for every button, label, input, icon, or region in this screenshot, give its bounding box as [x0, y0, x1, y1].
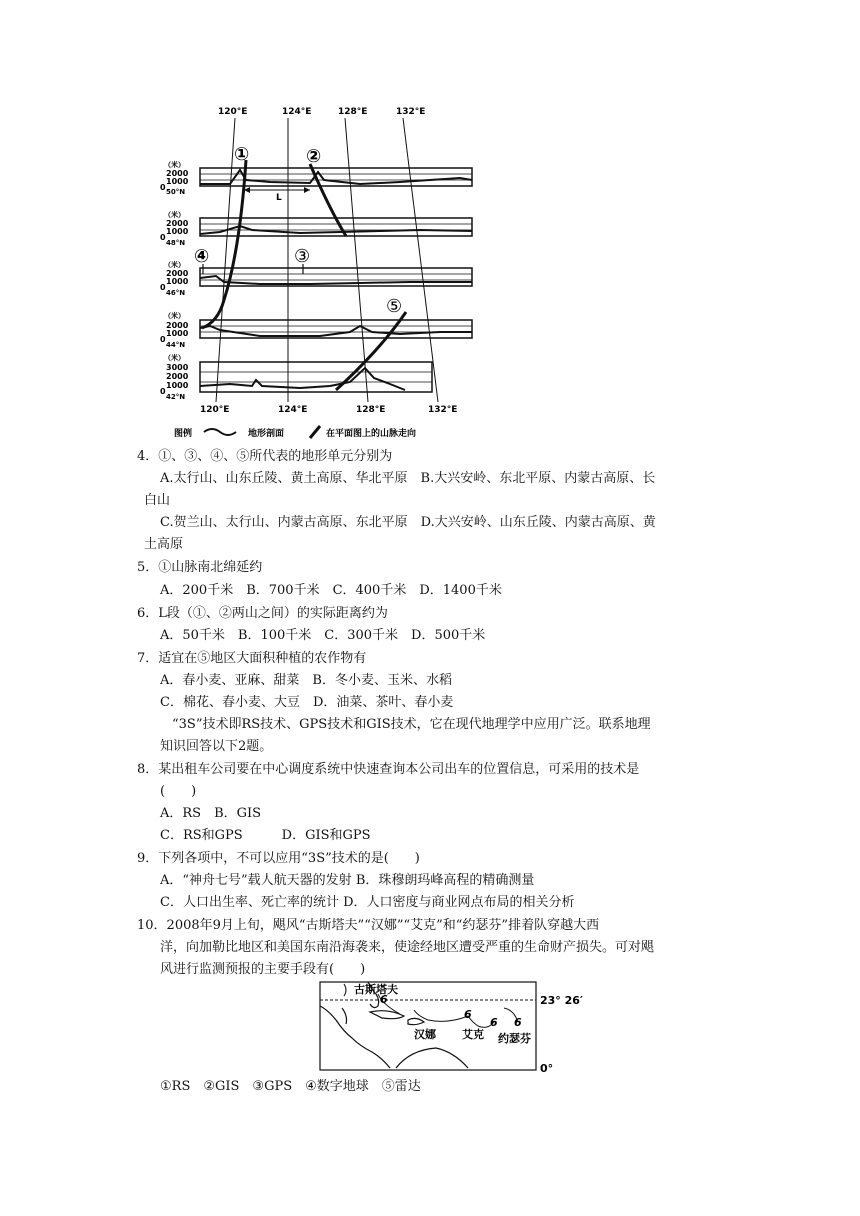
profile-tick: 0 [160, 283, 166, 292]
profile-unit: （米） [164, 312, 185, 320]
hurricane-map [318, 980, 583, 1075]
lon-label-bottom-128: 128°E [356, 405, 386, 415]
ridge-5 [336, 312, 406, 390]
label-hanna: 汉娜 [414, 1028, 436, 1041]
q8-stem: ( ) [160, 784, 197, 799]
legend-ridge-symbol [310, 426, 320, 438]
legend-profile-label: 地形剖面 [248, 429, 285, 439]
q8-stem: 8．某出租车公司要在中心调度系统中快速查询本公司出车的位置信息，可采用的技术是 [137, 762, 640, 777]
q4-option-line: 白山 [144, 493, 171, 508]
q9-options: A．“神舟七号”载人航天器的发射 B．珠穆朗玛峰高程的精确测量 [160, 873, 535, 888]
profile-tick: 2000 [166, 219, 189, 228]
profile-tick: 1000 [166, 177, 189, 186]
lon-label-bottom-120: 120°E [200, 405, 230, 415]
profile-lat: 42°N [166, 393, 186, 401]
q8-options: A．RS B．GIS [160, 806, 262, 821]
q10-options: ①RS ②GIS ③GPS ④数字地球 ⑤雷达 [160, 1079, 421, 1094]
intro-3s: “3S”技术即RS技术、GPS技术和GIS技术，它在现代地理学中应用广泛。联系地理 [172, 717, 651, 732]
q6-stem: 6．L段（①、②两山之间）的实际距离约为 [137, 606, 388, 621]
profile-tick: 0 [160, 233, 166, 242]
profile-unit: （米） [164, 354, 185, 362]
profile-unit: （米） [164, 261, 185, 269]
q9-options: C．人口出生率、死亡率的统计 D．人口密度与商业网点布局的相关分析 [160, 895, 575, 910]
lon-label-top-124: 124°E [282, 107, 312, 117]
profile-tick: 1000 [166, 227, 189, 236]
profile-unit: （米） [164, 161, 185, 169]
q6-options: A．50千米 B．100千米 C．300千米 D．500千米 [160, 628, 486, 643]
profile-lat: 44°N [166, 341, 186, 349]
lon-label-bottom-132: 132°E [428, 405, 458, 415]
q10-stem: 风进行监测预报的主要手段有( ) [160, 962, 366, 977]
label-gustav: 古斯塔夫 [354, 983, 398, 996]
profile-lat: 46°N [166, 289, 186, 297]
lon-label-bottom-124: 124°E [278, 405, 308, 415]
marker-4: ④ [194, 246, 210, 267]
marker-1: ① [234, 144, 250, 165]
q8-options: C．RS和GPS D．GIS和GPS [160, 828, 371, 843]
label-tropic: 23° 26′ [540, 994, 583, 1007]
q7-options: C．棉花、春小麦、大豆 D．油菜、茶叶、春小麦 [160, 695, 454, 710]
profile-48N [160, 210, 472, 247]
label-equator: 0° [540, 1062, 554, 1075]
legend-title: 图例 [174, 429, 193, 439]
hurricane-icon: 6 [490, 1016, 498, 1029]
q10-stem: 10．2008年9月上旬，飓风“古斯塔夫”“汉娜”“艾克”和“约瑟芬”排着队穿越大西 [137, 918, 600, 933]
profile-tick: 0 [160, 335, 166, 344]
lon-label-top-128: 128°E [338, 107, 368, 117]
lon-label-top-120: 120°E [218, 107, 248, 117]
profile-unit: （米） [164, 211, 185, 219]
q4-stem: 4．①、③、④、⑤所代表的地形单元分别为 [137, 449, 393, 464]
intro-3s: 知识回答以下2题。 [160, 739, 273, 754]
label-josephine: 约瑟芬 [498, 1032, 531, 1045]
figure-legend [174, 426, 416, 439]
ridge-2 [310, 164, 346, 236]
marker-5: ⑤ [386, 296, 403, 317]
q10-stem: 洋，向加勒比地区和美国东南沿海袭来，使途经地区遭受严重的生命财产损失。可对飓 [160, 940, 655, 955]
hurricane-icon: 6 [380, 993, 388, 1006]
q9-stem: 9．下列各项中，不可以应用“3S”技术的是( ) [137, 851, 420, 866]
marker-3: ③ [294, 246, 311, 267]
L-label: L [276, 193, 282, 203]
profile-tick: 1000 [166, 381, 189, 390]
profile-tick: 3000 [166, 363, 189, 372]
profile-lat: 50°N [166, 188, 186, 196]
profile-tick: 2000 [166, 169, 189, 178]
profile-tick: 2000 [166, 372, 189, 381]
q4-option-line: A.太行山、山东丘陵、黄土高原、华北平原 B.大兴安岭、东北平原、内蒙古高原、长 [160, 471, 656, 486]
q7-options: A．春小麦、亚麻、甜菜 B．冬小麦、玉米、水稻 [160, 673, 452, 688]
profile-tick: 1000 [166, 329, 189, 338]
profile-tick: 2000 [166, 321, 189, 330]
q5-stem: 5．①山脉南北绵延约 [137, 560, 263, 575]
marker-2: ② [306, 146, 322, 167]
profile-44N [160, 311, 472, 349]
profile-tick: 2000 [166, 269, 189, 278]
profile-lat: 48°N [166, 239, 186, 247]
profile-tick: 0 [160, 183, 166, 192]
label-ike: 艾克 [462, 1028, 484, 1041]
profile-tick: 1000 [166, 277, 189, 286]
hurricane-icon: 6 [514, 1016, 522, 1029]
legend-profile-symbol [204, 429, 236, 435]
hurricane-icon: 6 [464, 1008, 472, 1021]
legend-ridge-label: 在平面图上的山脉走向 [326, 429, 417, 439]
profile-tick: 0 [160, 387, 166, 396]
q4-option-line: C.贺兰山、太行山、内蒙古高原、东北平原 D.大兴安岭、山东丘陵、内蒙古高原、黄 [160, 515, 656, 530]
q7-stem: 7．适宜在⑤地区大面积种植的农作物有 [137, 651, 367, 666]
profile-42N [160, 353, 432, 401]
q5-options: A．200千米 B．700千米 C．400千米 D．1400千米 [160, 583, 502, 598]
q4-option-line: 土高原 [144, 537, 184, 552]
lon-label-top-132: 132°E [396, 107, 426, 117]
ridge-1 [202, 160, 246, 328]
terrain-profile-figure [160, 100, 480, 442]
